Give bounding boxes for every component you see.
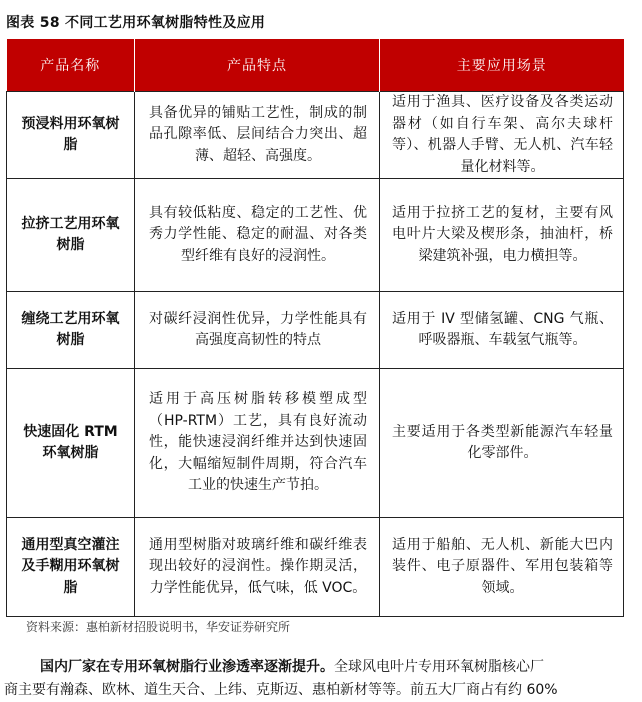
applications-cell: 适用于船舶、无人机、新能大巴内装件、电子原器件、军用包装箱等领域。 xyxy=(380,518,624,617)
body-paragraph xyxy=(4,656,630,698)
product-name-cell: 快速固化 RTM 环氧树脂 xyxy=(7,369,135,518)
paragraph-line1-rest: 全球风电叶片专用环氧树脂核心厂 xyxy=(334,659,544,675)
paragraph-lead: 国内厂家在专用环氧树脂行业渗透率逐渐提升。 xyxy=(40,659,334,675)
table-row xyxy=(7,292,624,369)
figure-title: 图表 58 不同工艺用环氧树脂特性及应用 xyxy=(6,15,266,31)
source-note: 资料来源：惠柏新材招股说明书，华安证券研究所 xyxy=(26,620,291,634)
product-features-cell: 通用型树脂对玻璃纤维和碳纤维表现出较好的浸润性。操作期灵活，力学性能优异，低气味，低 VOC。 xyxy=(135,518,380,617)
table-header-row xyxy=(7,39,624,92)
product-name-cell: 预浸料用环氧树脂 xyxy=(7,92,135,179)
table-row xyxy=(7,92,624,179)
product-features-cell: 适用于高压树脂转移模塑成型（HP-RTM）工艺，具有良好流动性，能快速浸润纤维并达到快速固化，大幅缩短制件周期，符合汽车工业的快速生产节拍。 xyxy=(135,369,380,518)
header-product-name: 产品名称 xyxy=(7,39,135,92)
paragraph-line2: 商主要有瀚森、欧林、道生天合、上纬、克斯迈、惠柏新材等等。前五大厂商占有约 60% xyxy=(4,682,558,698)
table-row xyxy=(7,369,624,518)
applications-cell: 适用于拉挤工艺的复材，主要有风电叶片大梁及楔形条，抽油杆，桥梁建筑补强，电力横担等。 xyxy=(380,179,624,292)
table-row xyxy=(7,179,624,292)
product-name-cell: 缠绕工艺用环氧树脂 xyxy=(7,292,135,369)
applications-cell: 主要适用于各类型新能源汽车轻量化零部件。 xyxy=(380,369,624,518)
product-features-cell: 对碳纤浸润性优异，力学性能具有高强度高韧性的特点 xyxy=(135,292,380,369)
product-name-cell: 拉挤工艺用环氧树脂 xyxy=(7,179,135,292)
header-applications: 主要应用场景 xyxy=(380,39,624,92)
applications-cell: 适用于渔具、医疗设备及各类运动器材（如自行车架、高尔夫球杆等）、机器人手臂、无人机、汽车轻量化材料等。 xyxy=(380,92,624,179)
resin-comparison-table xyxy=(6,39,624,617)
product-name-cell: 通用型真空灌注及手糊用环氧树脂 xyxy=(7,518,135,617)
table-row xyxy=(7,518,624,617)
product-features-cell: 具有较低粘度、稳定的工艺性、优秀力学性能、稳定的耐温、对各类型纤维有良好的浸润性。 xyxy=(135,179,380,292)
header-product-features: 产品特点 xyxy=(135,39,380,92)
product-features-cell: 具备优异的铺贴工艺性，制成的制品孔隙率低、层间结合力突出、超薄、超轻、高强度。 xyxy=(135,92,380,179)
applications-cell: 适用于 IV 型储氢罐、CNG 气瓶、呼吸器瓶、车载氢气瓶等。 xyxy=(380,292,624,369)
